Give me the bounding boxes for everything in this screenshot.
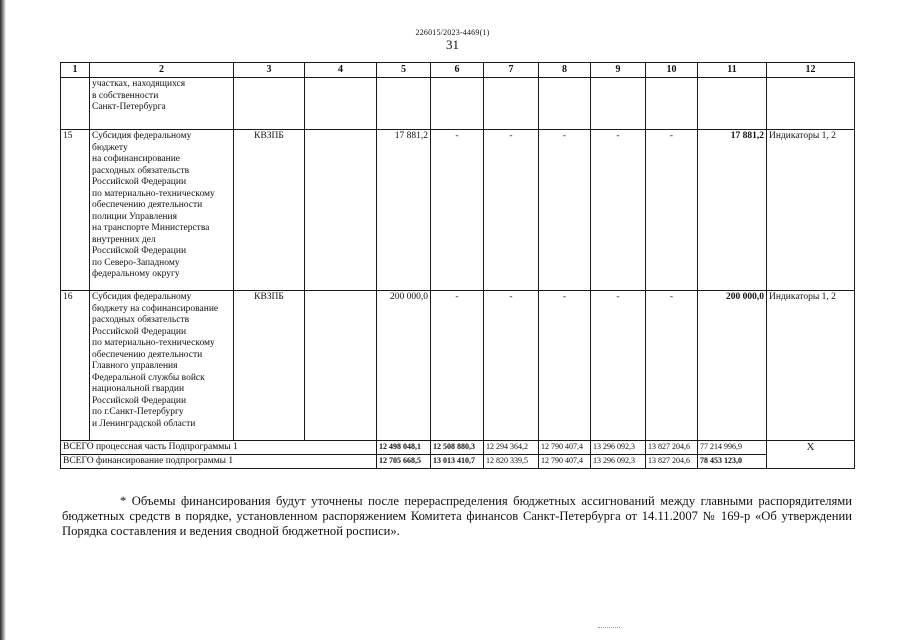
column-header: 12 <box>767 63 855 78</box>
total-value: 12 790 407,4 <box>539 455 591 469</box>
row-col5: 200 000,0 <box>377 291 431 441</box>
column-header: 3 <box>234 63 305 78</box>
total-row-all <box>61 455 855 469</box>
total-value: 13 013 410,7 <box>431 455 484 469</box>
column-number-row <box>61 63 855 78</box>
row-description: Субсидия федеральному бюджету на софинансирование расходных обязательств Российской Федерации по материально-техническому обеспечению деятельности полиции Управления на транспорте Министерства внутренних дел Российской Федерации по Северо-Западному федеральному округу <box>90 130 234 291</box>
column-header: 9 <box>591 63 646 78</box>
row-col6: - <box>431 130 484 291</box>
page-number: 31 <box>446 37 459 52</box>
column-header: 7 <box>484 63 539 78</box>
row-code: КВЗПБ <box>234 291 305 441</box>
row-col4 <box>305 291 377 441</box>
row-description: Субсидия федеральному бюджету на софинансирование расходных обязательств Российской Федерации по материально-техническому обеспечению деятельности Главного управления Федеральной службы войск национальной гвардии Российской Федерации по г.Санкт-Петербургу и Ленинградской области <box>90 291 234 441</box>
column-header: 8 <box>539 63 591 78</box>
total-value: 13 827 204,6 <box>646 441 698 455</box>
total-value: 12 820 339,5 <box>484 455 539 469</box>
row-col7: - <box>484 291 539 441</box>
column-header: 10 <box>646 63 698 78</box>
total-value: 12 508 880,3 <box>431 441 484 455</box>
total-value: 13 296 092,3 <box>591 441 646 455</box>
table-row <box>61 291 855 441</box>
row-col11: 17 881,2 <box>698 130 767 291</box>
row-col8: - <box>539 130 591 291</box>
total-value: 77 214 996,9 <box>698 441 767 455</box>
total-value: 12 705 668,5 <box>377 455 431 469</box>
row-code: КВЗПБ <box>234 130 305 291</box>
column-header: 5 <box>377 63 431 78</box>
row-col4 <box>305 130 377 291</box>
row-col6: - <box>431 291 484 441</box>
total-label: ВСЕГО финансирование подпрограммы 1 <box>61 455 377 469</box>
row-col7: - <box>484 130 539 291</box>
footnote: * Объемы финансирования будут уточнены после перераспределения бюджетных ассигнований между главными распорядителями бюджетных средств в порядке, установленном распоряжением Комитета финансов Санкт-Петербурга от 14.11.2007 № 169-р «Об утверждении Порядка составления и ведения сводной бюджетной росписи». <box>62 494 852 538</box>
row-col10: - <box>646 291 698 441</box>
column-header: 11 <box>698 63 767 78</box>
total-value: 13 296 092,3 <box>591 455 646 469</box>
total-col12: Х <box>767 441 855 469</box>
total-value: 12 790 407,4 <box>539 441 591 455</box>
row-col12: Индикаторы 1, 2 <box>767 291 855 441</box>
document-id: 226015/2023-4469(1) <box>415 28 490 37</box>
total-value: 78 453 123,0 <box>698 455 767 469</box>
scan-edge-shadow <box>0 0 6 640</box>
row-col9: - <box>591 291 646 441</box>
scan-mark <box>598 627 620 629</box>
row-number: 16 <box>61 291 90 441</box>
row-col12: Индикаторы 1, 2 <box>767 130 855 291</box>
table-row-continued <box>61 78 855 130</box>
budget-table <box>60 62 855 469</box>
column-header: 2 <box>90 63 234 78</box>
column-header: 4 <box>305 63 377 78</box>
column-header: 6 <box>431 63 484 78</box>
row-col11: 200 000,0 <box>698 291 767 441</box>
row-col9: - <box>591 130 646 291</box>
total-value: 12 294 364,2 <box>484 441 539 455</box>
row-col8: - <box>539 291 591 441</box>
column-header: 1 <box>61 63 90 78</box>
row-col5: 17 881,2 <box>377 130 431 291</box>
row-description: участках, находящихся в собственности Санкт-Петербурга <box>90 78 234 130</box>
total-row-process <box>61 441 855 455</box>
row-number: 15 <box>61 130 90 291</box>
table-row <box>61 130 855 291</box>
total-label: ВСЕГО процессная часть Подпрограммы 1 <box>61 441 377 455</box>
total-value: 13 827 204,6 <box>646 455 698 469</box>
total-value: 12 498 048,1 <box>377 441 431 455</box>
row-col10: - <box>646 130 698 291</box>
